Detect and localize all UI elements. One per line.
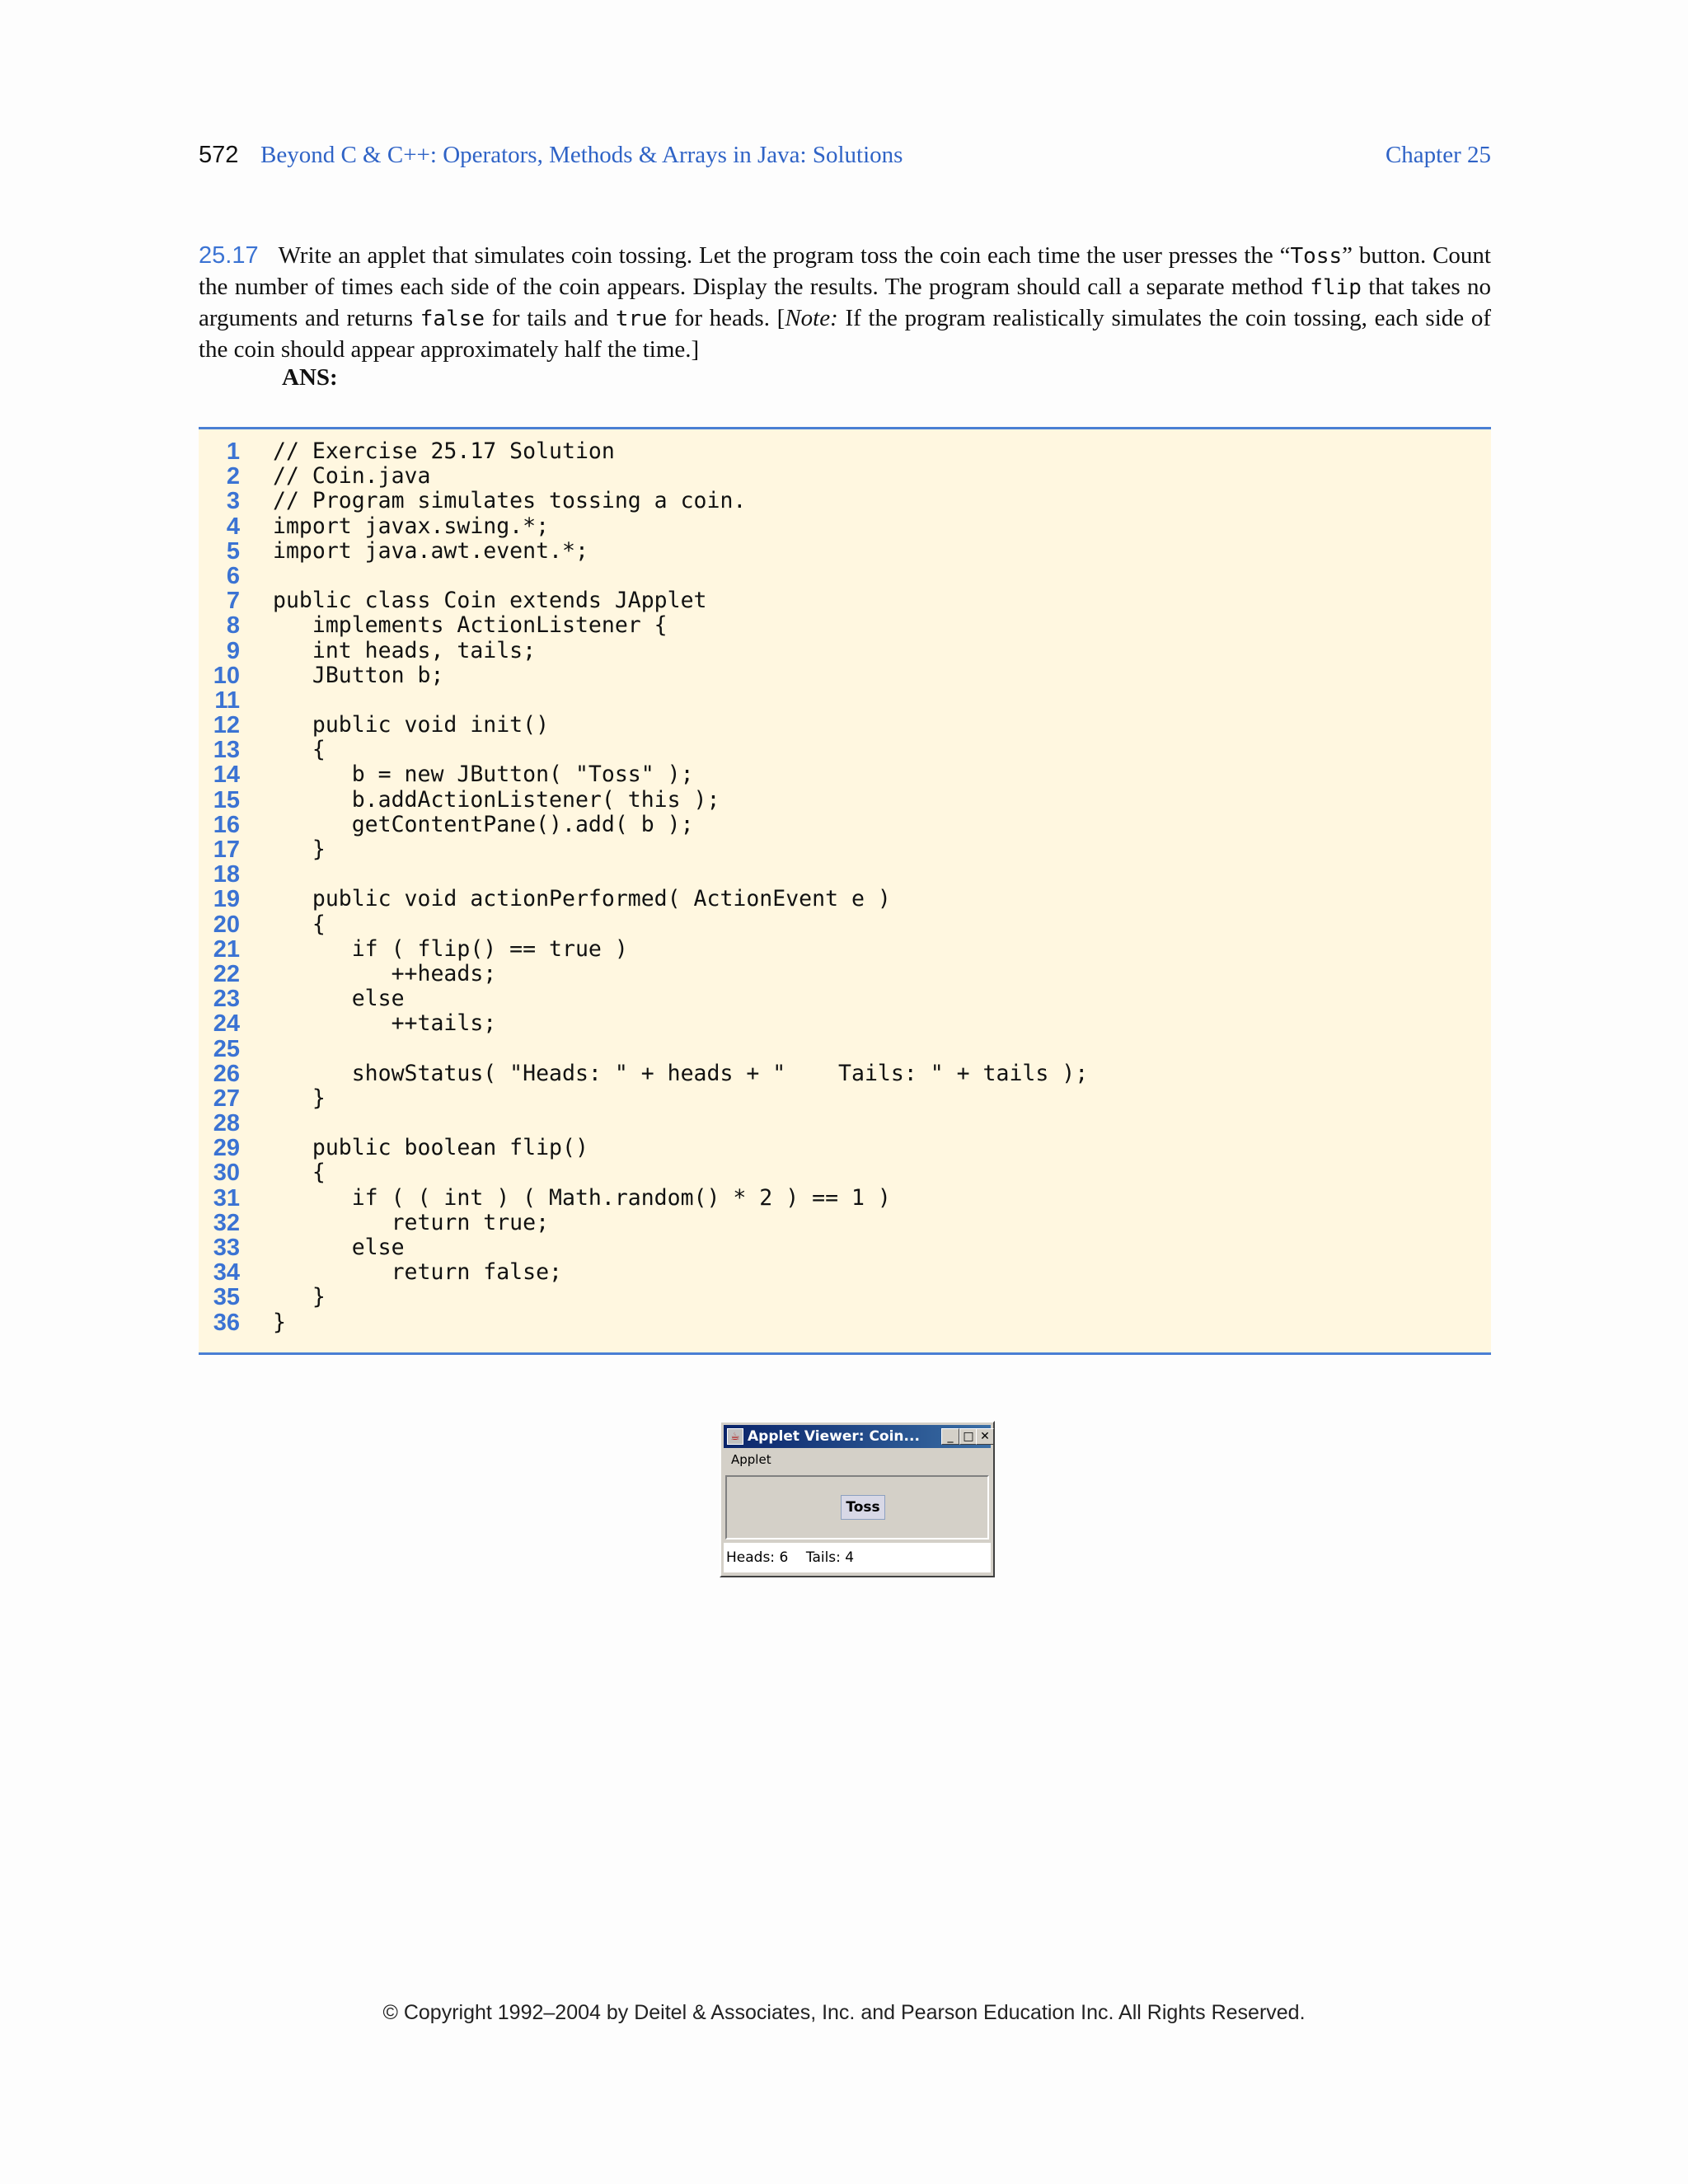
problem-text: for tails and	[485, 305, 616, 331]
code-line	[199, 813, 1491, 837]
code-line	[199, 489, 1491, 513]
problem-text: ” button. Count the number of times each side of the coin appears. Display the results. The program should call a separate method	[199, 242, 1491, 300]
code-text: // Exercise 25.17 Solution	[273, 438, 615, 464]
close-button[interactable]: ✕	[976, 1428, 994, 1445]
applet-viewer-window	[720, 1421, 995, 1577]
note-label: Note:	[785, 305, 838, 331]
code-line	[199, 887, 1491, 912]
code-text: if ( flip() == true )	[273, 935, 628, 962]
inline-code: true	[615, 307, 668, 331]
problem-text: for heads. [	[667, 305, 785, 331]
minimize-button[interactable]: _	[941, 1428, 959, 1445]
line-number: 26	[213, 1060, 240, 1087]
code-text: return true;	[273, 1209, 550, 1235]
window-title: Applet Viewer: Coin...	[748, 1428, 920, 1445]
code-lines	[199, 439, 1491, 1335]
menu-applet[interactable]: Applet	[731, 1452, 771, 1467]
code-line	[199, 1136, 1491, 1160]
code-line	[199, 1037, 1491, 1062]
line-number: 29	[213, 1135, 240, 1162]
line-number: 23	[213, 986, 240, 1013]
code-line	[199, 514, 1491, 539]
code-line	[199, 1011, 1491, 1036]
applet-content-pane	[725, 1475, 989, 1540]
code-line	[199, 464, 1491, 489]
line-number: 9	[226, 637, 240, 664]
line-number: 19	[213, 886, 240, 913]
code-text: }	[273, 1309, 286, 1335]
code-line	[199, 1111, 1491, 1136]
code-text: import java.awt.event.*;	[273, 537, 588, 564]
page-header	[199, 142, 1491, 175]
code-text: ++tails;	[273, 1010, 497, 1037]
line-number: 27	[213, 1085, 240, 1112]
java-cup-icon: ☕	[727, 1428, 743, 1445]
code-line	[199, 1186, 1491, 1211]
code-text: public void init()	[273, 712, 550, 738]
line-number: 21	[213, 935, 240, 963]
line-number: 18	[213, 861, 240, 888]
problem-number: 25.17	[199, 242, 259, 269]
code-line	[199, 788, 1491, 813]
running-title: Beyond C & C++: Operators, Methods & Arrays in Java: Solutions	[260, 142, 903, 168]
copyright-footer: © Copyright 1992–2004 by Deitel & Associates, Inc. and Pearson Education Inc. All Rights Reserved.	[382, 2001, 1306, 2024]
code-text: public boolean flip()	[273, 1135, 588, 1161]
code-line	[199, 688, 1491, 713]
code-line	[199, 539, 1491, 564]
line-number: 33	[213, 1235, 240, 1261]
code-line	[199, 837, 1491, 862]
code-line	[199, 987, 1491, 1011]
line-number: 17	[213, 837, 240, 863]
line-number: 16	[213, 811, 240, 838]
line-number: 8	[226, 612, 240, 640]
code-text: b.addActionListener( this );	[273, 786, 720, 813]
line-number: 30	[213, 1160, 240, 1187]
code-line	[199, 912, 1491, 937]
code-text: {	[273, 737, 326, 763]
code-line	[199, 639, 1491, 663]
line-number: 35	[213, 1284, 240, 1311]
code-text: ++heads;	[273, 960, 497, 987]
code-text: return false;	[273, 1259, 562, 1286]
code-text: getContentPane().add( b );	[273, 811, 694, 837]
line-number: 28	[213, 1110, 240, 1137]
line-number: 11	[214, 687, 240, 714]
code-line	[199, 762, 1491, 787]
line-number: 14	[213, 762, 240, 789]
code-line	[199, 1310, 1491, 1335]
code-text: JButton b;	[273, 662, 444, 688]
code-text: if ( ( int ) ( Math.random() * 2 ) == 1 )	[273, 1184, 891, 1211]
inline-code: flip	[1310, 275, 1362, 300]
code-text: else	[273, 1235, 405, 1260]
line-number: 24	[213, 1010, 240, 1038]
inline-code: false	[420, 307, 485, 331]
code-line	[199, 1235, 1491, 1260]
line-number: 36	[213, 1309, 240, 1336]
line-number: 7	[226, 588, 240, 615]
code-text: public class Coin extends JApplet	[273, 588, 707, 614]
code-text: b = new JButton( "Toss" );	[273, 762, 694, 788]
line-number: 6	[226, 562, 240, 589]
code-text: // Program simulates tossing a coin.	[273, 488, 747, 514]
chapter-label: Chapter 25	[1385, 142, 1491, 168]
line-number: 31	[213, 1184, 240, 1212]
code-text: }	[273, 1085, 326, 1111]
line-number: 25	[213, 1035, 240, 1062]
problem-text: If the program realistically simulates the coin tossing, each side of the coin should appear approximately half the time.]	[199, 305, 1491, 363]
line-number: 13	[213, 737, 240, 764]
status-bar: Heads: 6 Tails: 4	[724, 1543, 991, 1572]
code-text: else	[273, 986, 405, 1012]
line-number: 15	[213, 786, 240, 813]
line-number: 5	[226, 537, 240, 565]
code-line	[199, 588, 1491, 613]
code-line	[199, 439, 1491, 464]
code-line	[199, 663, 1491, 688]
window-titlebar[interactable]	[724, 1425, 991, 1448]
code-text: {	[273, 1160, 326, 1186]
line-number: 3	[226, 488, 240, 515]
problem-text: that takes no arguments and returns	[199, 274, 1491, 331]
maximize-button[interactable]: □	[959, 1428, 978, 1445]
answer-label: ANS:	[282, 364, 338, 391]
code-line	[199, 738, 1491, 762]
inline-code: Toss	[1290, 244, 1343, 269]
code-line	[199, 1062, 1491, 1086]
line-number: 20	[213, 911, 240, 938]
code-line	[199, 613, 1491, 638]
line-number: 32	[213, 1209, 240, 1236]
code-text: }	[273, 1284, 326, 1310]
code-line	[199, 564, 1491, 588]
code-text: implements ActionListener {	[273, 612, 668, 639]
line-number: 12	[213, 712, 240, 739]
code-line	[199, 713, 1491, 738]
code-listing	[199, 427, 1491, 1355]
toss-button[interactable]: Toss	[841, 1495, 885, 1520]
code-text: // Coin.java	[273, 463, 431, 490]
code-line	[199, 862, 1491, 887]
line-number: 4	[226, 513, 240, 540]
code-line	[199, 1211, 1491, 1235]
line-number: 22	[213, 960, 240, 987]
code-line	[199, 1260, 1491, 1285]
code-line	[199, 1285, 1491, 1310]
problem-text: Write an applet that simulates coin tossing. Let the program toss the coin each time the user presses the “	[278, 242, 1291, 269]
code-text: showStatus( "Heads: " + heads + " Tails: " + tails );	[273, 1060, 1089, 1086]
code-text: import javax.swing.*;	[273, 513, 550, 539]
line-number: 34	[213, 1259, 240, 1286]
line-number: 2	[226, 463, 240, 490]
code-text: public void actionPerformed( ActionEvent e )	[273, 886, 891, 912]
line-number: 10	[213, 662, 240, 689]
code-line	[199, 962, 1491, 987]
code-text: {	[273, 911, 326, 937]
code-text: int heads, tails;	[273, 637, 537, 663]
code-text: }	[273, 837, 326, 862]
page-number: 572	[199, 142, 239, 168]
code-line	[199, 937, 1491, 962]
line-number: 1	[226, 438, 240, 465]
problem-statement	[199, 241, 1491, 365]
code-line	[199, 1160, 1491, 1185]
code-line	[199, 1086, 1491, 1111]
